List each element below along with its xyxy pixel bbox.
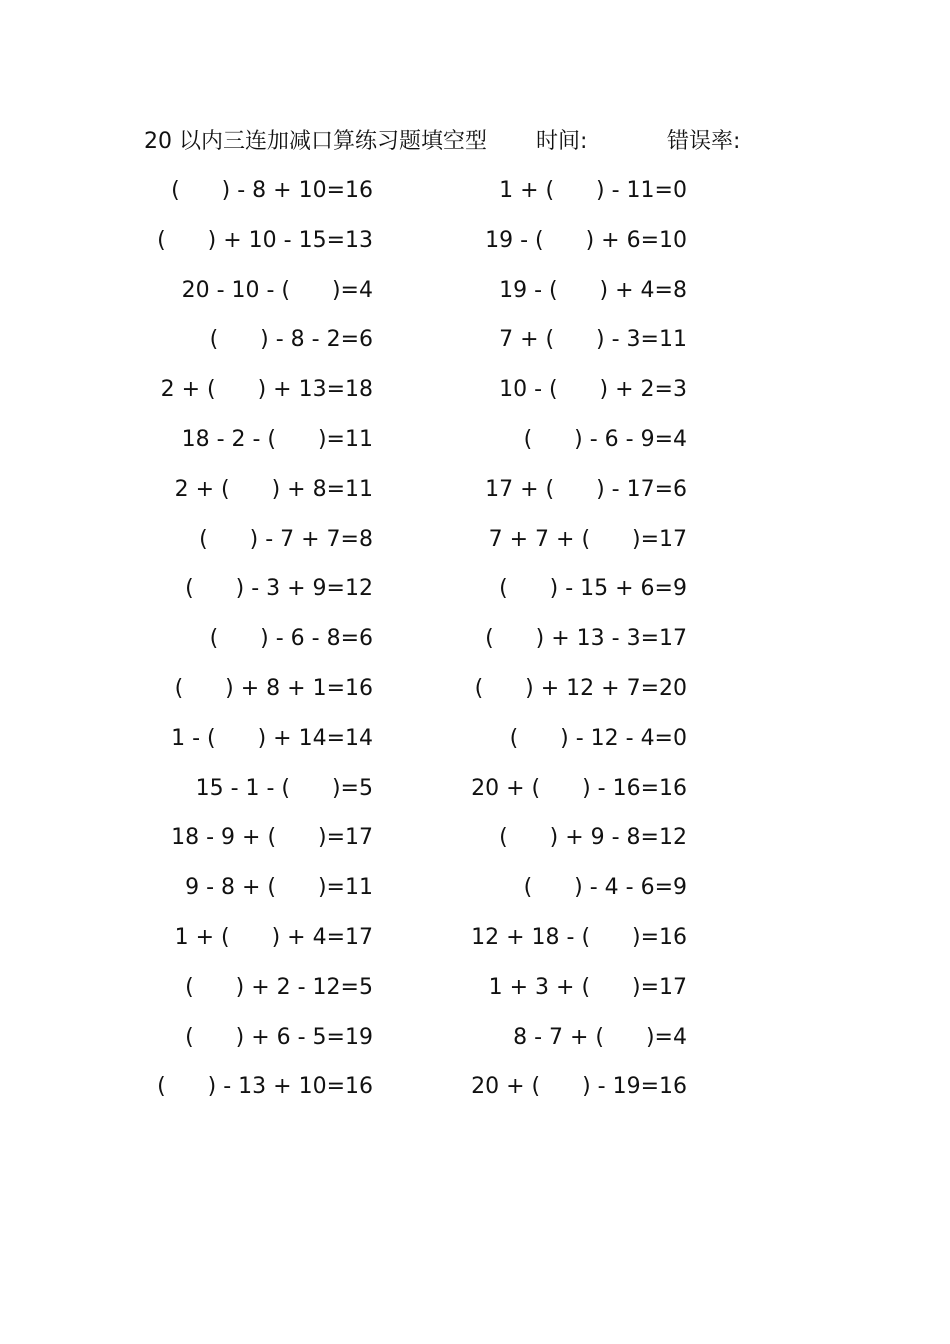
problem-left-8: ( ) - 7 + 7=8 <box>199 526 373 552</box>
problem-right-7: 17 + ( ) - 17=6 <box>485 476 687 502</box>
problem-left-7: 2 + ( ) + 8=11 <box>174 476 373 502</box>
problem-left-12: 1 - ( ) + 14=14 <box>171 725 373 751</box>
problem-left-19: ( ) - 13 + 10=16 <box>157 1074 373 1100</box>
problem-right-8: 7 + 7 + ( )=17 <box>488 526 687 552</box>
problem-left-10: ( ) - 6 - 8=6 <box>209 626 373 652</box>
problem-left-4: ( ) - 8 - 2=6 <box>209 327 373 353</box>
problem-right-1: 1 + ( ) - 11=0 <box>499 178 687 203</box>
problem-left-14: 18 - 9 + ( )=17 <box>171 825 373 851</box>
problem-right-16: 12 + 18 - ( )=16 <box>471 924 687 950</box>
problem-left-15: 9 - 8 + ( )=11 <box>185 875 373 901</box>
problem-right-14: ( ) + 9 - 8=12 <box>499 825 687 851</box>
problem-left-13: 15 - 1 - ( )=5 <box>195 775 373 801</box>
problem-right-3: 19 - ( ) + 4=8 <box>499 277 687 303</box>
problem-left-6: 18 - 2 - ( )=11 <box>181 426 373 452</box>
left-problem-column <box>143 176 373 1122</box>
problem-left-3: 20 - 10 - ( )=4 <box>181 277 373 303</box>
problem-left-17: ( ) + 2 - 12=5 <box>185 974 373 1000</box>
problem-left-2: ( ) + 10 - 15=13 <box>157 227 373 253</box>
problem-left-9: ( ) - 3 + 9=12 <box>185 576 373 602</box>
problem-right-5: 10 - ( ) + 2=3 <box>499 377 687 403</box>
problem-right-11: ( ) + 12 + 7=20 <box>474 675 687 701</box>
problem-left-11: ( ) + 8 + 1=16 <box>174 675 373 701</box>
problem-right-2: 19 - ( ) + 6=10 <box>485 227 687 253</box>
problem-right-18: 8 - 7 + ( )=4 <box>513 1024 687 1050</box>
problem-left-5: 2 + ( ) + 13=18 <box>160 377 373 403</box>
problem-right-9: ( ) - 15 + 6=9 <box>499 576 687 602</box>
problem-left-16: 1 + ( ) + 4=17 <box>174 924 373 950</box>
problem-left-18: ( ) + 6 - 5=19 <box>185 1024 373 1050</box>
problem-right-19: 20 + ( ) - 19=16 <box>471 1074 687 1100</box>
problem-right-17: 1 + 3 + ( )=17 <box>488 974 687 1000</box>
worksheet-title: 20 以内三连加减口算练习题填空型 <box>144 129 487 154</box>
problem-right-4: 7 + ( ) - 3=11 <box>499 327 687 353</box>
problem-right-15: ( ) - 4 - 6=9 <box>523 875 687 901</box>
problem-right-10: ( ) + 13 - 3=17 <box>485 626 687 652</box>
problem-right-6: ( ) - 6 - 9=4 <box>523 426 687 452</box>
error-rate-label: 错误率: <box>667 129 741 154</box>
right-problem-column <box>457 176 687 1122</box>
problem-right-13: 20 + ( ) - 16=16 <box>471 775 687 801</box>
problem-left-1: ( ) - 8 + 10=16 <box>171 178 373 203</box>
problem-right-12: ( ) - 12 - 4=0 <box>509 725 687 751</box>
time-label: 时间: <box>536 129 588 154</box>
